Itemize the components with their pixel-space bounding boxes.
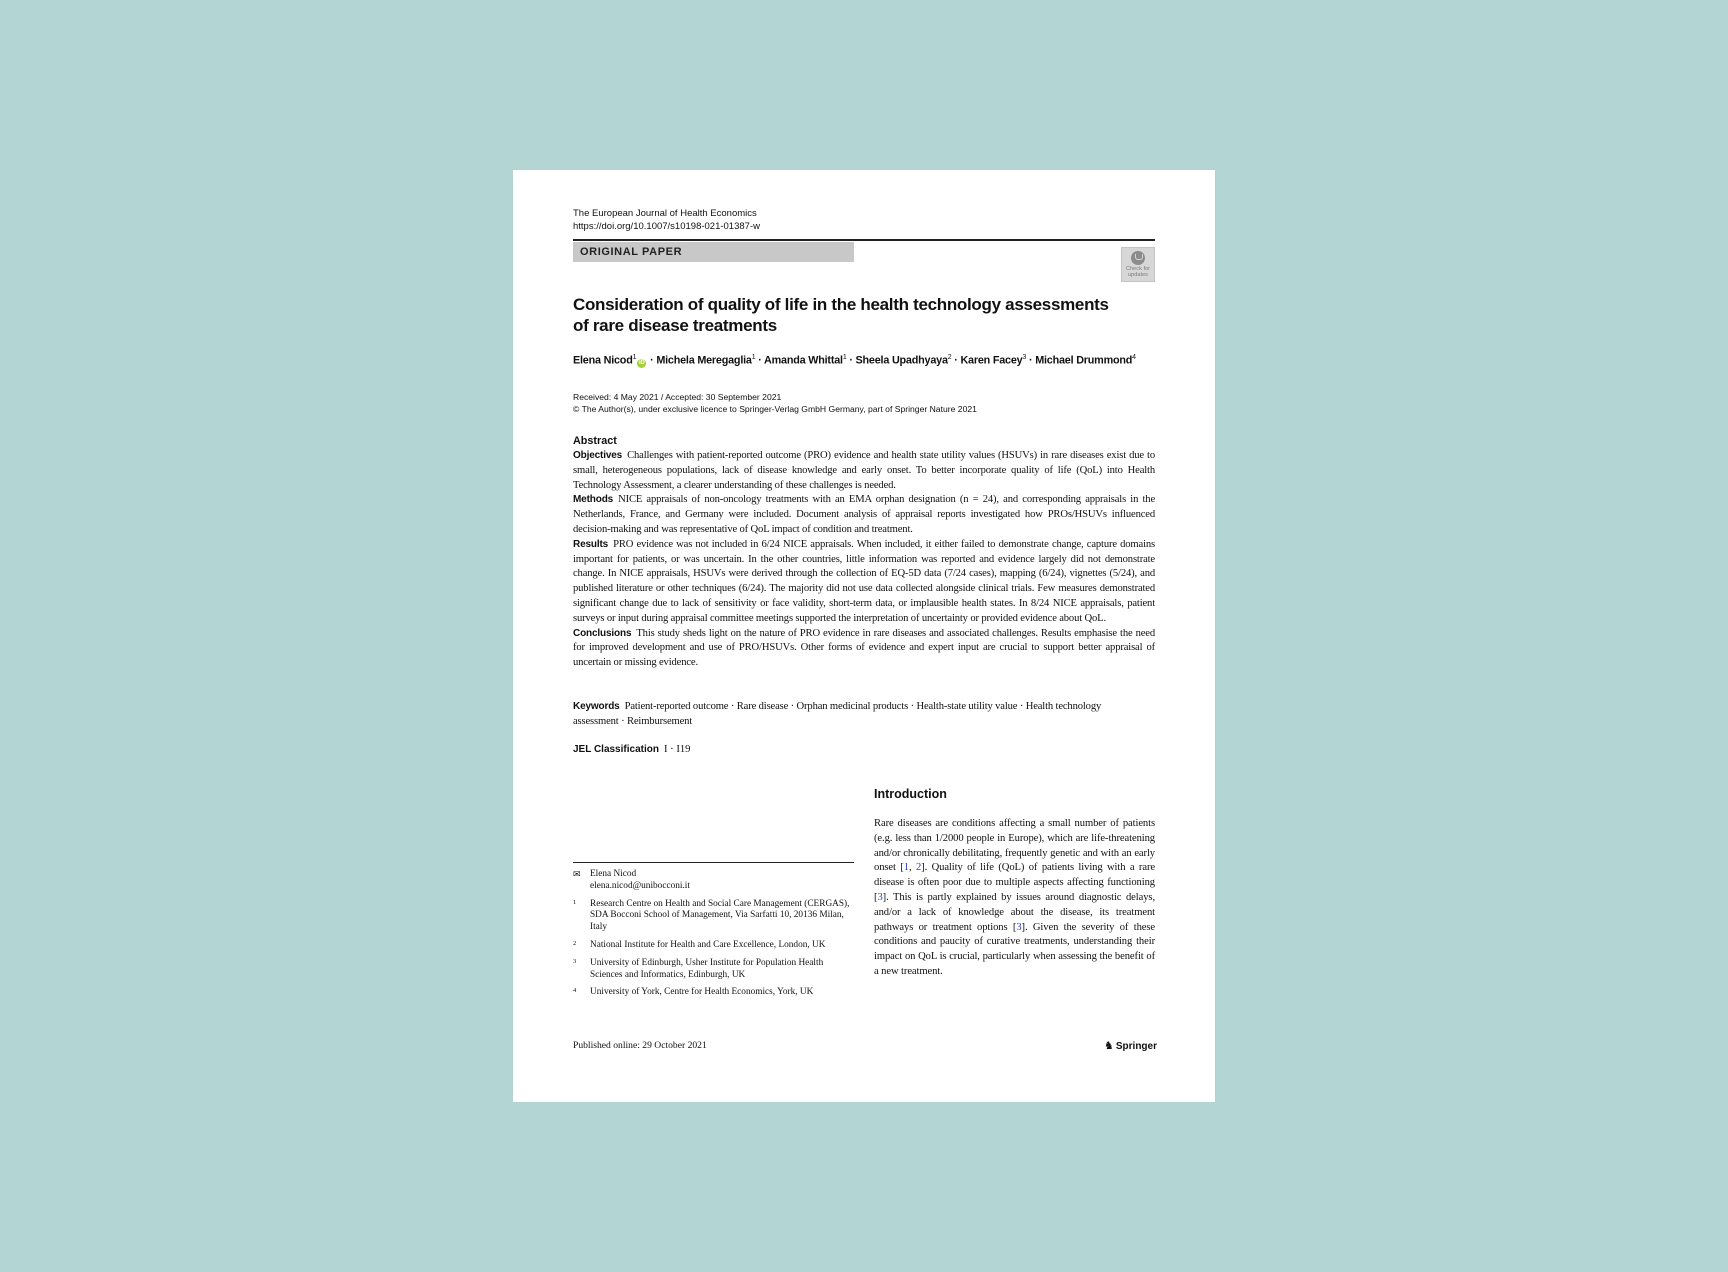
affiliation-marker: 4 (1132, 354, 1136, 361)
keywords (573, 700, 1133, 730)
introduction-heading: Introduction (874, 787, 947, 801)
received-dates: Received: 4 May 2021 / Accepted: 30 September 2021 (573, 392, 782, 402)
corresponding-email[interactable]: elena.nicod@unibocconi.it (590, 880, 690, 891)
abstract-heading: Abstract (573, 435, 617, 447)
journal-name: The European Journal of Health Economics (573, 208, 757, 219)
footnote-rule (573, 862, 854, 863)
paper-title: Consideration of quality of life in the health technology assessments of rare disease treatments (573, 295, 1109, 335)
author-name[interactable]: Karen Facey (960, 354, 1023, 367)
abstract-objectives: Objectives Challenges with patient-reported outcome (PRO) evidence and health state utility values (HSUVs) in rare diseases exist due to small, heterogeneous populations, lack of disease knowledge and early onset. To better incorporate quality of life (QoL) into Health Technology Assessment, a clearer understanding of these challenges is needed. (573, 450, 1155, 491)
affiliation-item: 2 National Institute for Health and Care Excellence, London, UK (573, 939, 826, 950)
author-name[interactable]: Amanda Whittal (764, 354, 843, 367)
dates-block (573, 391, 977, 415)
check-for-updates-button[interactable] (1121, 247, 1155, 282)
orcid-icon[interactable]: iD (639, 359, 645, 366)
author-list: Elena Nicod$^1$iD · Michela Meregaglia$^1$ · Amanda Whittal$^1$ · Sheela Upadhyaya$^2$ · Karen Facey$^3$ · Michael Drummond$^4$ (573, 354, 1136, 367)
citation-link[interactable]: 3 (1016, 921, 1022, 933)
author-name[interactable]: Michela Meregaglia (656, 354, 752, 367)
paper-page (513, 170, 1215, 1102)
header-rule (573, 239, 1155, 241)
author-name[interactable]: Elena Nicod (573, 354, 633, 367)
published-online: Published online: 29 October 2021 (573, 1040, 707, 1051)
bookmark-icon (1131, 251, 1145, 265)
author-name[interactable]: Sheela Upadhyaya (855, 354, 948, 367)
article-type-badge: ORIGINAL PAPER (573, 242, 854, 262)
abstract-body (573, 449, 1155, 671)
abstract-results: Results PRO evidence was not included in 6/24 NICE appraisals. When included, it either failed to demonstrate change, capture domains important for patients, or was uncertain. In the other countries, little information was reported and evidence largely did not demonstrate change. In NICE appraisals, HSUVs were derived through the collection of EQ-5D data (7/24 cases), mapping (6/24), vignettes (5/24), and published literature or other techniques (6/24). The majority did not use data collected alongside clinical trials. Few measures demonstrated significant change due to lack of sensitivity or face validity, short-term data, or implausible health states. In 8/24 NICE appraisals, patient surveys or input during appraisal committee meetings supported the interpretation of uncertainty or provided evidence about QoL. (573, 538, 1155, 624)
corresponding-name: Elena Nicod (590, 869, 637, 879)
citation-link[interactable]: 2 (915, 862, 922, 874)
affiliation-marker: 3 (1022, 354, 1027, 361)
affiliation-marker: 1 (751, 354, 756, 361)
publisher-logo (1104, 1039, 1157, 1052)
affiliation-marker: 1 (632, 354, 637, 361)
springer-horse-icon: ♞ (1104, 1040, 1114, 1052)
abstract-methods: Methods NICE appraisals of non-oncology treatments with an EMA orphan designation (n = 24), and corresponding appraisals in the Netherlands, France, and Germany were included. Document analysis of appraisal reports investigated how PROs/HSUVs influenced decision-making and was representative of QoL impact of condition and treatment. (573, 494, 1155, 535)
jel-classification (573, 744, 690, 755)
jel-codes: I · I19 (663, 744, 691, 755)
check-updates-label: Check for updates (1126, 266, 1150, 278)
doi-link[interactable]: https://doi.org/10.1007/s10198-021-01387-w (573, 221, 760, 232)
affiliation-item: 1 Research Centre on Health and Social Care Management (CERGAS), SDA Bocconi School of Management, Via Sarfatti 10, 20136 Milan, Italy (573, 898, 850, 933)
keywords-label: Keywords (573, 701, 620, 712)
footnotes (573, 869, 854, 1005)
journal-header (573, 207, 760, 233)
publisher-name: Springer (1115, 1041, 1157, 1052)
affiliation-item: 3 University of Edinburgh, Usher Institute for Population Health Sciences and Informatics, Edinburgh, UK (573, 957, 824, 980)
author-name[interactable]: Michael Drummond (1035, 354, 1133, 367)
jel-label: JEL Classification (573, 744, 659, 755)
citation-link[interactable]: 1 (903, 862, 909, 874)
citation-link[interactable]: 3 (877, 891, 883, 903)
corresponding-author (573, 869, 854, 893)
copyright-line: © The Author(s), under exclusive licence to Springer-Verlag GmbH Germany, part of Springer Nature 2021 (573, 404, 977, 414)
abstract-conclusions: Conclusions This study sheds light on the nature of PRO evidence in rare diseases and associated challenges. Results emphasise the need for improved development and use of PRO/HSUVs. Other forms of evidence and expert input are crucial to support better appraisal of uncertain or missing evidence. (573, 627, 1155, 669)
keywords-text: Patient-reported outcome · Rare disease · Orphan medicinal products · Health-state utility value · Health technology assessment · Reimbursement (573, 701, 1102, 727)
affiliation-item: 4 University of York, Centre for Health Economics, York, UK (573, 987, 814, 998)
envelope-icon: ✉ (573, 869, 581, 879)
affiliation-marker: 1 (842, 354, 847, 361)
introduction-text: Rare diseases are conditions affecting a small number of patients (e.g. less than 1/2000 people in Europe), which are life-threatening and/or chronically debilitating, frequently genetic and with an early onset [1, 2]. Quality of life (QoL) of patients living with a rare disease is often poor due to multiple aspects affecting functioning [3]. This is partly explained by issues around diagnostic delays, and/or a lack of knowledge about the disease, its treatment pathways or treatment options [3]. Given the severity of these conditions and paucity of curative treatments, understanding their impact on QoL is crucial, particularly when assessing the benefit of a new treatment. (874, 818, 1155, 977)
affiliation-marker: 2 (947, 354, 952, 361)
